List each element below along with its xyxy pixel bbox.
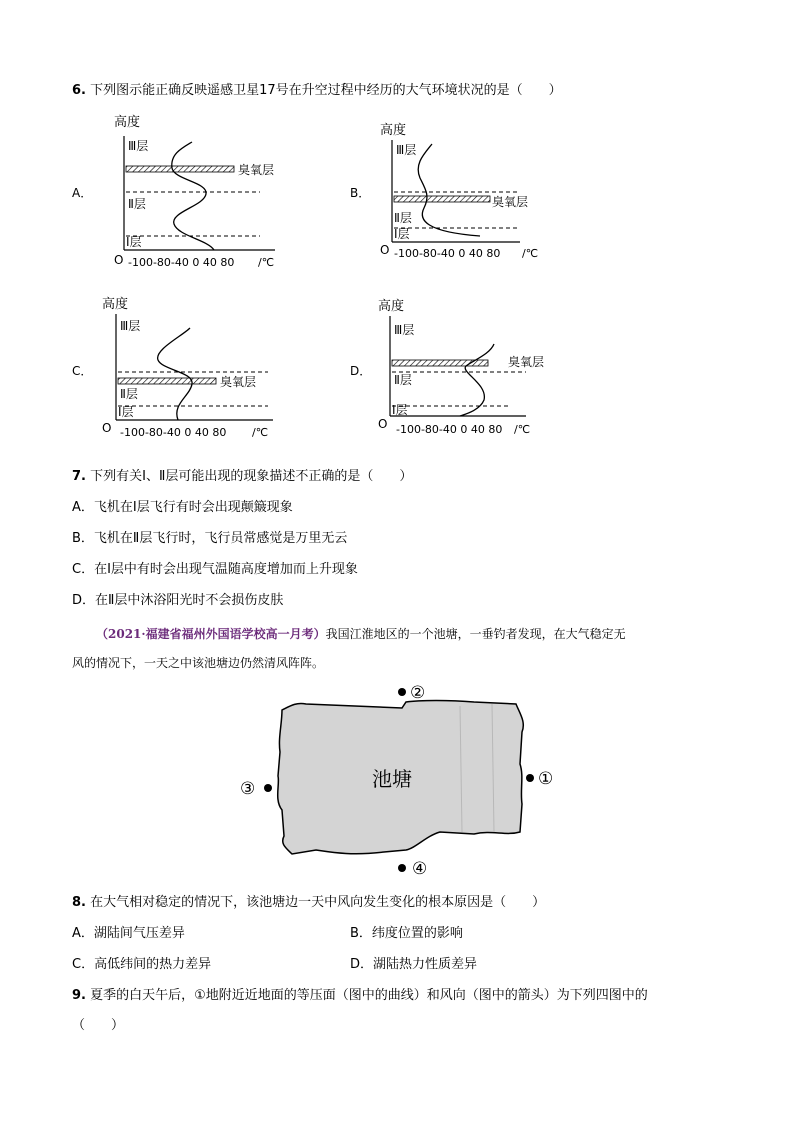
x-tick-labels: -100-80-40 0 40 80 [396, 423, 503, 436]
option-label-b: B． [350, 186, 371, 200]
pond-map [230, 680, 570, 880]
pond-label: 池塘 [372, 767, 412, 791]
layer-2-label: Ⅱ层 [394, 211, 412, 225]
x-tick-labels: -100-80-40 0 40 80 [120, 426, 227, 439]
question-text: 下列图示能正确反映遥感卫星17号在升空过程中经历的大气环境状况的是（ ） [90, 83, 562, 98]
layer-1-label: Ⅰ层 [392, 403, 408, 417]
option-d: D．湖陆热力性质差异 [350, 957, 478, 972]
x-tick-labels: -100-80-40 0 40 80 [394, 247, 501, 260]
question-9-answer-bracket: （ ） [72, 1018, 125, 1033]
question-text: 夏季的白天午后，①地附近近地面的等压面（图中的曲线）和风向（图中的箭头）为下列四图中的 [90, 988, 648, 1003]
layer-2-label: Ⅱ层 [394, 373, 412, 387]
diagram-c [98, 292, 298, 442]
unit-label: /℃ [514, 423, 531, 436]
option-label-c: C． [72, 364, 93, 378]
origin-label: O [380, 243, 390, 257]
diagram-b [370, 116, 570, 266]
origin-label: O [102, 421, 112, 435]
question-9 [72, 987, 648, 1005]
point-3-label: ③ [240, 779, 256, 799]
height-label: 高度 [378, 299, 405, 314]
question-6 [72, 82, 562, 100]
option-b: B．飞机在Ⅱ层飞行时，飞行员常感觉是万里无云 [72, 531, 348, 546]
option-a: A．飞机在Ⅰ层飞行有时会出现颠簸现象 [72, 500, 293, 515]
option-c: C．在Ⅰ层中有时会出现气温随高度增加而上升现象 [72, 562, 358, 577]
question-number: 6. [72, 83, 86, 98]
source-passage-line2: 风的情况下，一天之中该池塘边仍然清风阵阵。 [72, 656, 325, 670]
origin-label: O [114, 253, 124, 267]
height-label: 高度 [102, 297, 129, 312]
unit-label: /℃ [258, 256, 275, 269]
layer-1-label: Ⅰ层 [118, 405, 134, 419]
point-1-label: ① [538, 769, 554, 789]
passage-text: 我国江淮地区的一个池塘，一垂钓者发现，在大气稳定无 [325, 627, 626, 641]
question-7 [72, 468, 412, 486]
temperature-curve [418, 144, 480, 236]
diagram-a [100, 108, 300, 273]
question-number: 9. [72, 988, 86, 1003]
height-label: 高度 [380, 123, 407, 138]
origin-label: O [378, 417, 388, 431]
ozone-label: 臭氧层 [508, 355, 545, 369]
option-a: A．湖陆间气压差异 [72, 926, 185, 941]
point-4-dot [398, 864, 406, 872]
source-passage-line1 [96, 625, 626, 643]
question-8 [72, 894, 545, 912]
layer-3-label: Ⅲ层 [394, 323, 415, 337]
question-text: 下列有关Ⅰ、Ⅱ层可能出现的现象描述不正确的是（ ） [90, 469, 413, 484]
option-c: C．高低纬间的热力差异 [72, 957, 212, 972]
layer-1-label: Ⅰ层 [126, 235, 142, 249]
layer-3-label: Ⅲ层 [120, 319, 141, 333]
layer-3-label: Ⅲ层 [396, 143, 417, 157]
point-2-dot [398, 688, 406, 696]
x-tick-labels: -100-80-40 0 40 80 [128, 256, 235, 269]
point-3-dot [264, 784, 272, 792]
option-b: B．纬度位置的影响 [350, 926, 463, 941]
option-label-d: D． [350, 364, 372, 378]
question-number: 8. [72, 895, 86, 910]
height-label: 高度 [114, 115, 141, 130]
ozone-layer-band [126, 166, 234, 172]
question-text: 在大气相对稳定的情况下，该池塘边一天中风向发生变化的根本原因是（ ） [90, 895, 546, 910]
layer-1-label: Ⅰ层 [394, 227, 410, 241]
layer-2-label: Ⅱ层 [128, 197, 146, 211]
unit-label: /℃ [252, 426, 269, 439]
temperature-curve [460, 344, 494, 416]
source-tag: （2021·福建省福州外国语学校高一月考） [96, 627, 326, 641]
point-4-label: ④ [412, 859, 428, 879]
layer-3-label: Ⅲ层 [128, 139, 149, 153]
option-d: D．在Ⅱ层中沐浴阳光时不会损伤皮肤 [72, 593, 284, 608]
point-1-dot [526, 774, 534, 782]
ozone-layer-band [394, 196, 490, 202]
ozone-label: 臭氧层 [492, 195, 529, 209]
diagram-d [376, 292, 576, 442]
ozone-layer-band [118, 378, 216, 384]
ozone-label: 臭氧层 [220, 375, 257, 389]
temperature-curve [172, 142, 214, 250]
layer-2-label: Ⅱ层 [120, 387, 138, 401]
option-label-a: A． [72, 186, 93, 200]
question-number: 7. [72, 469, 86, 484]
point-2-label: ② [410, 683, 426, 703]
unit-label: /℃ [522, 247, 539, 260]
ozone-label: 臭氧层 [238, 163, 275, 177]
